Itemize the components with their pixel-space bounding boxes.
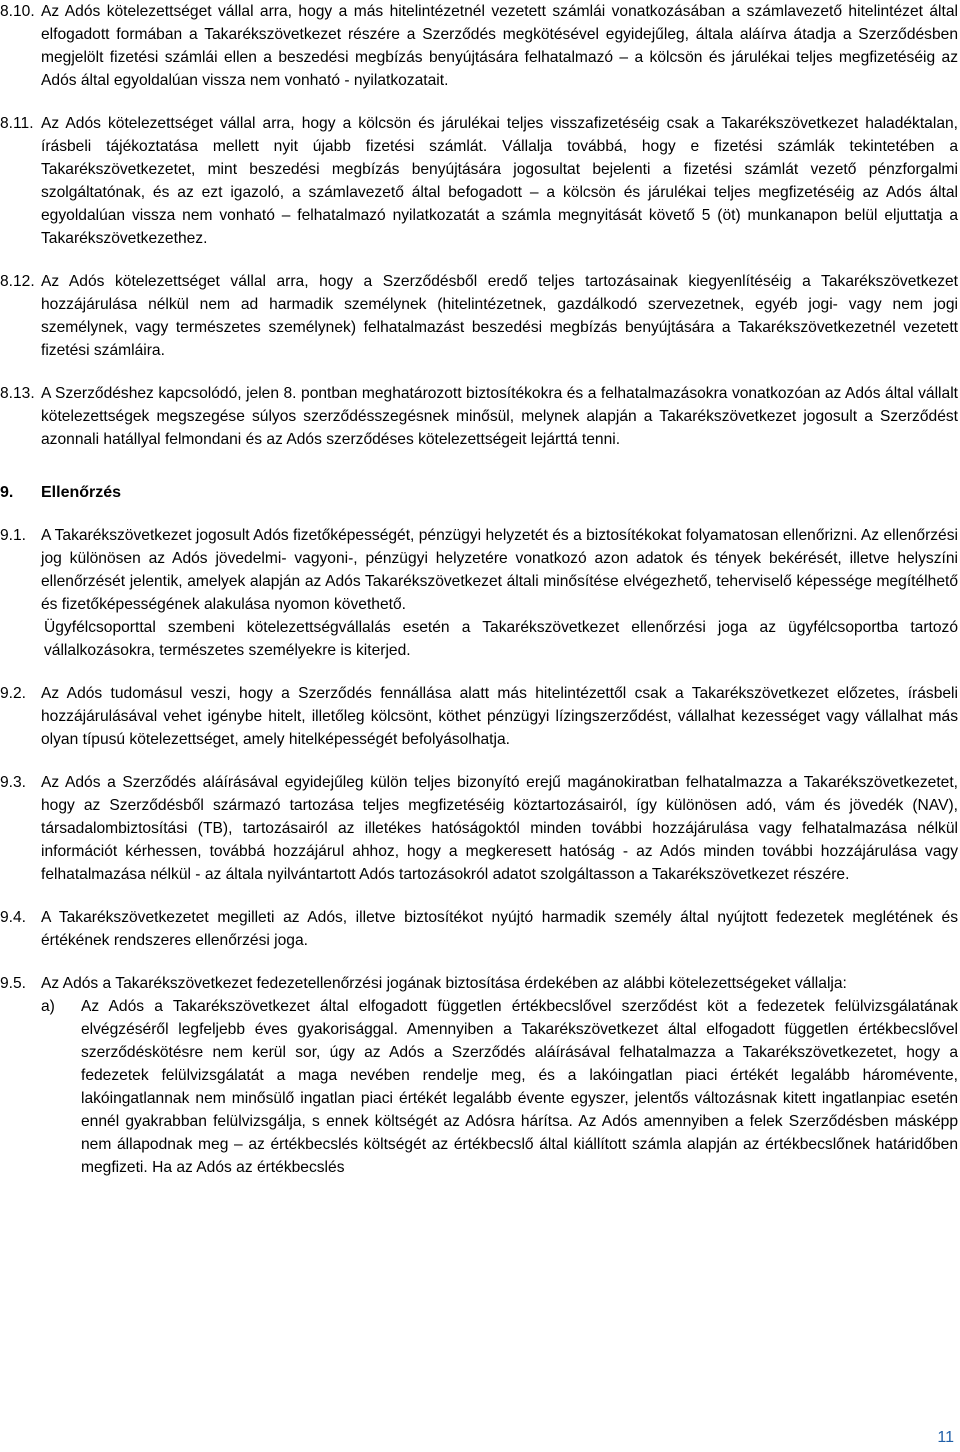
paragraph-text: Az Adós tudomásul veszi, hogy a Szerződés fennállása alatt más hitelintézettől csak a Takarékszövetkezet előzetes, írásbeli hozzájárulásával vehet igénybe hitelt, illetőleg kölcsönt, köthet pénzügyi lízingszerződést, vállalhat kezességet vagy vállalhat más olyan típusú kötelezettséget, amely hitelképességét befolyásolhatja. — [41, 685, 958, 748]
paragraph-text: A Takarékszövetkezetet megilleti az Adós, illetve biztosítékot nyújtó harmadik személy által nyújtott fedezetek meglétének és értékének rendszeres ellenőrzési joga. — [41, 909, 958, 949]
paragraph-text: Az Adós a Szerződés aláírásával egyidejűleg külön teljes bizonyító erejű magánokiratban felhatalmazza a Takarékszövetkezetet, hogy az Szerződésből származó tartozása teljes megfizetéséig köztartozásairól, így különösen adó, vám és jövedék (NAV), társadalombiztosítási (TB), tartozásairól az illetékes hatóságoktól minden további hozzájárulása vagy felhatalmazása nélkül információt kérhessen, továbbá hozzájárul ahhoz, hogy a megkeresett hatóság - az Adós minden további hozzájárulása vagy felhatalmazása nélkül - az általa nyilvántartott Adós tartozásokról adatot szolgáltasson a Takarékszövetkezet részére. — [41, 774, 958, 883]
paragraph-9-1-continuation — [0, 616, 960, 662]
section-heading — [0, 481, 960, 504]
paragraph-9-3 — [0, 771, 960, 886]
paragraph-number: 8.12. — [0, 273, 35, 290]
paragraph-8-13 — [0, 382, 960, 451]
paragraph-number: 8.10. — [0, 3, 35, 20]
paragraph-text: Az Adós kötelezettséget vállal arra, hogy a kölcsön és járulékai teljes visszafizetéséig csak a Takarékszövetkezet haladéktalan, írásbeli tájékoztatása mellett nyit újabb fizetési számlát. Vállalja továbbá, hogy e fizetési számlák tekintetében a Takarékszövetkezetet, mint beszedési megbízás benyújtására jogosultat bejelenti a fizetési számlát vezető pénzforgalmi szolgáltatónak, és az ezt igazoló, a számlavezető által befogadott – a kölcsön és járulékai teljes megfizetéséig az Adós által egyoldalúan vissza nem vonható – felhatalmazó nyilatkozatát a számla megnyitását követő 5 (öt) munkanapon belül eljuttatja a Takarékszövetkezethez. — [41, 115, 958, 247]
paragraph-text: A Szerződéshez kapcsolódó, jelen 8. pontban meghatározott biztosítékokra és a felhatalmazásokra vonatkozóan az Adós által vállalt kötelezettségek megszegése súlyos szerződésszegésnek minősül, melynek alapján a Takarékszövetkezet jogosult a Szerződést azonnali hatállyal felmondani és az Adós szerződéses kötelezettségeit lejárttá tenni. — [41, 385, 958, 448]
paragraph-number: 8.13. — [0, 385, 35, 402]
paragraph-number: 9.4. — [0, 909, 27, 926]
sub-item-a — [0, 995, 960, 1179]
paragraph-9-4 — [0, 906, 960, 952]
paragraph-text: A Takarékszövetkezet jogosult Adós fizetőképességét, pénzügyi helyzetét és a biztosítékokat folyamatosan ellenőrizni. Az ellenőrzési jog különösen az Adós jövedelmi- vagyoni-, pénzügyi helyzetére vonatkozó azon adatok és tények bekérését, illetve helyszíni ellenőrzését jelentik, amelyek alapján az Adós Takarékszövetkezet általi minősítése elvégezhető, teherviselő képessége megítélhető és fizetőképességének alakulása nyomon követhető. — [41, 527, 958, 613]
paragraph-8-12 — [0, 270, 960, 362]
paragraph-number: 9.1. — [0, 527, 27, 544]
paragraph-text: Az Adós a Takarékszövetkezet fedezetellenőrzési jogának biztosítása érdekében az alábbi kötelezettségeket vállalja: — [41, 975, 847, 992]
sub-item-label: a) — [41, 998, 55, 1015]
section-number: 9. — [0, 484, 14, 501]
paragraph-9-1 — [0, 524, 960, 616]
paragraph-9-5 — [0, 972, 960, 995]
paragraph-text: Ügyfélcsoporttal szembeni kötelezettségvállalás esetén a Takarékszövetkezet ellenőrzési joga az ügyfélcsoportba tartozó vállalkozásokra, természetes személyekre is kiterjed. — [44, 619, 958, 659]
page-number: 11 — [937, 1429, 954, 1446]
paragraph-8-10 — [0, 0, 960, 92]
paragraph-8-11 — [0, 112, 960, 250]
paragraph-number: 9.3. — [0, 774, 27, 791]
paragraph-number: 9.5. — [0, 975, 27, 992]
paragraph-9-2 — [0, 682, 960, 751]
paragraph-text: Az Adós kötelezettséget vállal arra, hogy a más hitelintézetnél vezetett számlái vonatkozásában a számlavezető hitelintézet által elfogadott formában a Takarékszövetkezet részére a Szerződés megkötésével egyidejűleg, általa aláírva átadja a Szerződésben megjelölt fizetési számlái ellen a beszedési megbízás benyújtására felhatalmazó – a kölcsön és járulékai teljes megfizetéséig az Adós által egyoldalúan vissza nem vonható - nyilatkozatait. — [41, 3, 958, 89]
paragraph-text: Az Adós kötelezettséget vállal arra, hogy a Szerződésből eredő teljes tartozásainak kiegyenlítéséig a Takarékszövetkezet hozzájárulása nélkül nem ad harmadik személynek (hitelintézetnek, gazdálkodó szervezetnek, egyéb jogi- vagy nem jogi személynek, vagy természetes személynek) felhatalmazást beszedési megbízás benyújtására a Takarékszövetkezetnél vezetett fizetési számláira. — [41, 273, 958, 359]
paragraph-number: 8.11. — [0, 115, 34, 132]
section-title: Ellenőrzés — [41, 484, 122, 501]
sub-item-text: Az Adós a Takarékszövetkezet által elfogadott független értékbecslővel szerződést köt a fedezetek felülvizsgálatának elvégzéséről legfeljebb éves gyakorisággal. Amennyiben a Takarékszövetkezet által elfogadott független értékbecslővel szerződéskötésre nem kerül sor, úgy az Adós a Szerződés aláírásával felhatalmazza a Takarékszövetkezetet, hogy a fedezetek felülvizsgálatát a maga nevében rendelje meg, és a lakóingatlan piaci értékét legalább háromévente, lakóingatlannak nem minősülő ingatlan piaci értékét legalább évente egyszer, jelentős változásnak kitett ingatlanpiac esetén ennél gyakrabban felülvizsgálja, s ennek költségét az Adósra hárítsa. Az Adós amennyiben a felek Szerződésben másképp nem állapodnak meg – az értékbecslés költségét az értékbecslő által kiállított számla alapján az értékbecslőnek határidőben megfizeti. Ha az Adós az értékbecslés — [81, 998, 958, 1176]
paragraph-number: 9.2. — [0, 685, 27, 702]
